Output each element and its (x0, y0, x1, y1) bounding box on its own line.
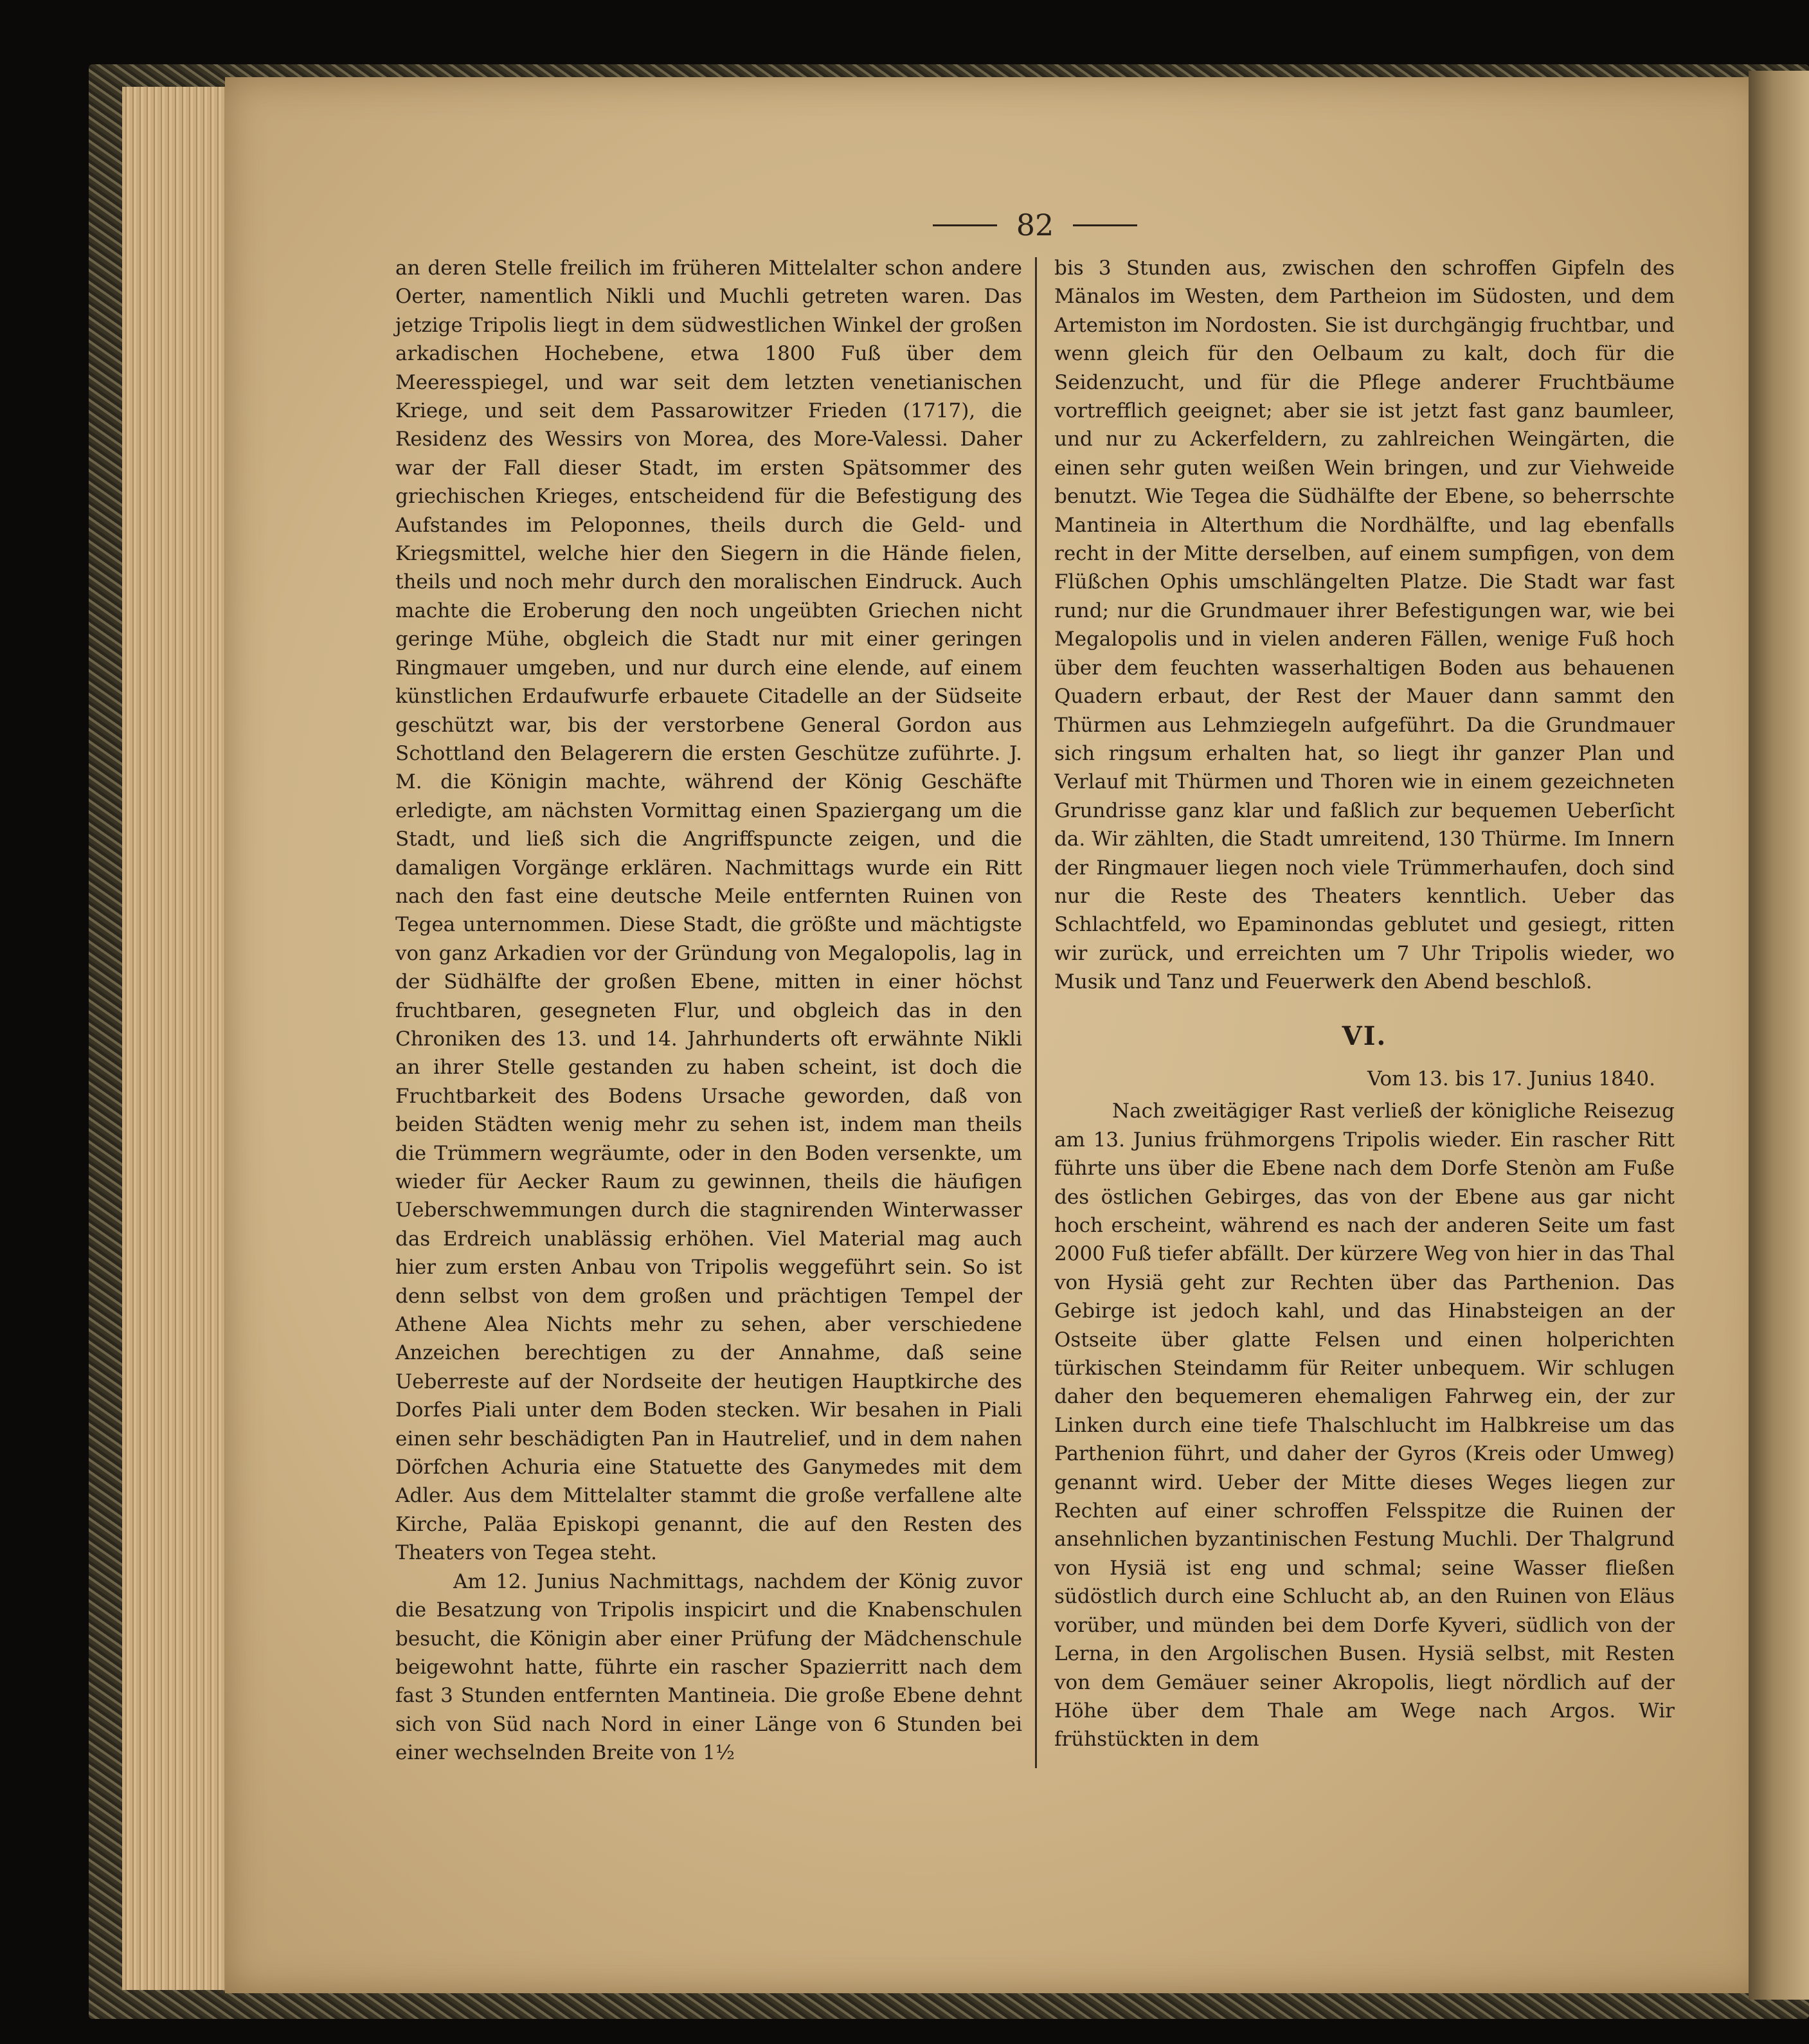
right-paragraph-2: Nach zweitägiger Rast verließ der königliche Reisezug am 13. Junius frühmorgens Tripolis wieder. Ein rascher Ritt führte uns über die Ebene nach dem Dorfe Stenòn am Fuße des östlichen Gebirges, das von der Ebene aus gar nicht hoch erscheint, während es nach der anderen Seite um fast 2000 Fuß tiefer abfällt. Der kürzere Weg von hier in das Thal von Hysiä geht zur Rechten über das Parthenion. Das Gebirge ist jedoch kahl, und das Hinabsteigen an der Ostseite über glatte Felsen und einen holperichten türkischen Steindamm für Reiter unbequem. Wir schlugen daher den bequemeren ehemaligen Fahrweg ein, der zur Linken durch eine tiefe Thalschlucht im Halbkreise um das Parthenion führt, und daher der Gyros (Kreis oder Umweg) genannt wird. Ueber der Mitte dieses Weges liegen zur Rechten auf einer schroffen Felsspitze die Ruinen der ansehnlichen byzantinischen Festung Muchli. Der Thalgrund von Hysiä ist eng und schmal; seine Wasser fließen südöstlich durch eine Schlucht ab, an den Ruinen von Eläus vorüber, und münden bei dem Dorfe Kyveri, südlich von der Lerna, in den Argolischen Busen. Hysiä selbst, mit Resten von dem Gemäuer seiner Akropolis, liegt nördlich auf der Höhe über dem Thale am Wege nach Argos. Wir frühstückten in dem (1054, 1099, 1675, 1751)
column-divider (1035, 257, 1037, 1768)
right-paragraph-1: bis 3 Stunden aus, zwischen den schroffen Gipfeln des Mänalos im Westen, dem Partheion im Südosten, und dem Artemiston im Nordosten. Sie ist durchgängig fruchtbar, und wenn gleich für den Oelbaum zu kalt, doch für die Seidenzucht, und für die Pflege anderer Fruchtbäume vortrefflich geeignet; aber sie ist jetzt fast ganz baumleer, und nur zu Ackerfeldern, zu zahlreichen Weingärten, die einen sehr guten weißen Wein bringen, und zur Viehweide benutzt. Wie Tegea die Südhälfte der Ebene, so beherrschte Mantineia in Alterthum die Nordhälfte, und lag ebenfalls recht in der Mitte derselben, auf einem sumpfigen, von dem Flüßchen Ophis umschlängelten Platze. Die Stadt war fast rund; nur die Grundmauer ihrer Befestigungen war, wie bei Megalopolis und in vielen anderen Fällen, wenige Fuß hoch über dem feuchten wasserhaltigen Boden aus behauenen Quadern erbaut, der Rest der Mauer dann sammt den Thürmen aus Lehmziegeln aufgeführt. Da die Grundmauer sich ringsum erhalten hat, so liegt ihr ganzer Plan und Verlauf mit Thürmen und Thoren wie in einem gezeichneten Grundrisse ganz klar und faßlich zur bequemen Ueberſicht da. Wir zählten, die Stadt umreitend, 130 Thürme. Im Innern der Ringmauer liegen noch viele Trümmerhaufen, doch sind nur die Reste des Theaters kenntlich. Ueber das Schlachtfeld, wo Epaminondas geblutet und gesiegt, ritten wir zurück, und erreichten um 7 Uhr Tripolis wieder, wo Musik und Tanz und Feuerwerk den Abend beschloß. (1054, 257, 1675, 994)
page-number: 82 (1016, 208, 1054, 242)
header-dash-right (1073, 224, 1137, 226)
page-number-header (913, 206, 1157, 244)
section-heading: VI. (1342, 1020, 1387, 1051)
left-column (395, 254, 1022, 1768)
header-dash-left (933, 224, 997, 226)
right-column (1054, 254, 1675, 1754)
page-edges (122, 87, 231, 1990)
facing-page-edge (1749, 71, 1809, 2000)
left-paragraph-1: an deren Stelle freilich im früheren Mittelalter schon andere Oerter, namentlich Nikli und Muchli getreten waren. Das jetzige Tripolis liegt in dem südwestlichen Winkel der großen arkadischen Hochebene, etwa 1800 Fuß über dem Meeresspiegel, und war seit dem letzten venetianischen Kriege, und seit dem Passarowitzer Frieden (1717), die Residenz des Wessirs von Morea, des More-Valessi. Daher war der Fall dieser Stadt, im ersten Spätsommer des griechischen Krieges, entscheidend für die Befestigung des Aufstandes im Peloponnes, theils durch die Geld- und Kriegsmittel, welche hier den Siegern in die Hände fielen, theils und noch mehr durch den moralischen Eindruck. Auch machte die Eroberung den noch ungeübten Griechen nicht geringe Mühe, obgleich die Stadt nur mit einer geringen Ringmauer umgeben, und nur durch eine elende, auf einem künstlichen Erdaufwurfe erbauete Citadelle an der Südseite geschützt war, bis der verstorbene General Gordon aus Schottland den Belagerern die ersten Geschütze zuführte. J. M. die Königin machte, während der König Geschäfte erledigte, am nächsten Vormittag einen Spaziergang um die Stadt, und ließ sich die Angriffspuncte zeigen, und die damaligen Vorgänge erklären. Nachmittags wurde ein Ritt nach den fast eine deutsche Meile entfernten Ruinen von Tegea unternommen. Diese Stadt, die größte und mächtigste von ganz Arkadien vor der Gründung von Megalopolis, lag in der Südhälfte der großen Ebene, mitten in einer höchst fruchtbaren, gesegneten Flur, und obgleich das in den Chroniken des 13. und 14. Jahrhunderts oft erwähnte Nikli an ihrer Stelle gestanden zu haben scheint, ist doch die Fruchtbarkeit des Bodens Ursache geworden, daß von beiden Städten wenig mehr zu sehen ist, indem man theils die Trümmern wegräumte, oder in den Boden versenkte, um wieder für Aecker Raum zu gewinnen, theils die häufigen Ueberschwemmungen durch die stagnirenden Winterwasser das Erdreich unablässig erhöhen. Viel Material mag auch hier zum ersten Anbau von Tripolis weggeführt sein. So ist denn selbst von dem großen und prächtigen Tempel der Athene Alea Nichts mehr zu sehen, aber verschiedene Anzeichen berechtigen zu der Annahme, daß seine Ueberreste auf der Nordseite der heutigen Hauptkirche des Dorfes Piali unter dem Boden stecken. Wir besahen in Piali einen sehr beschädigten Pan in Hautrelief, und in dem nahen Dörfchen Achuria eine Statuette des Ganymedes mit dem Adler. Aus dem Mittelalter stammt die große verfallene alte Kirche, Paläa Episkopi genannt, die auf den Resten des Theaters von Tegea steht. (395, 257, 1022, 1565)
section-date: Vom 13. bis 17. Junius 1840. (1367, 1067, 1655, 1090)
left-paragraph-2: Am 12. Junius Nachmittags, nachdem der König zuvor die Besatzung von Tripolis inspicirt und die Knabenschulen besucht, die Königin aber einer Prüfung der Mädchenschule beigewohnt hatte, führte ein rascher Spazierritt nach dem fast 3 Stunden entfernten Mantineia. Die große Ebene dehnt sich von Süd nach Nord in einer Länge von 6 Stunden bei einer wechselnden Breite von 1½ (395, 1569, 1022, 1765)
